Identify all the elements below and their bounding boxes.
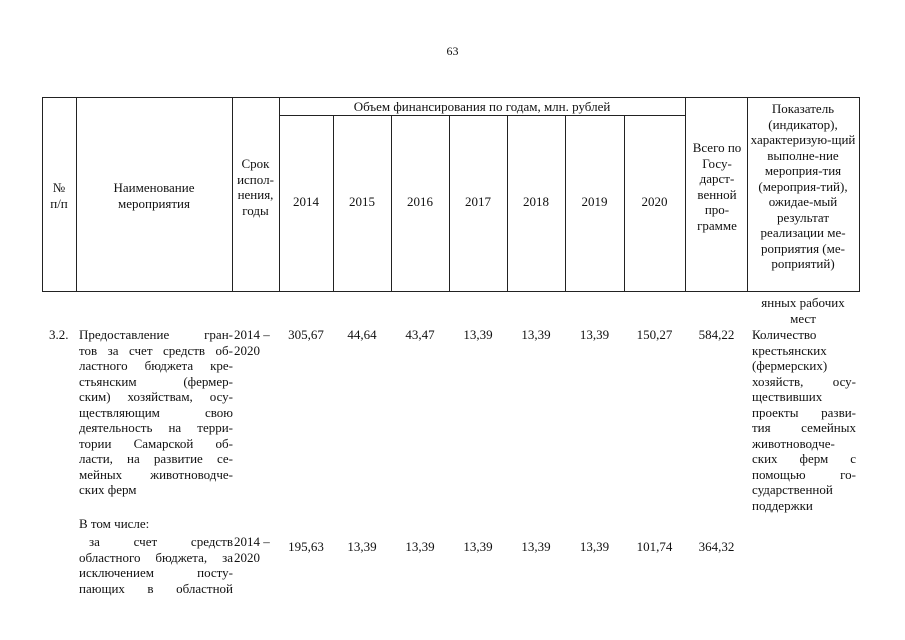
row-indicator xyxy=(752,327,856,513)
row-name xyxy=(79,327,233,498)
table-top-border xyxy=(42,97,860,98)
header-term: Срок испол-нения, годы xyxy=(237,156,274,218)
row-indicator-line: крестьянских xyxy=(752,342,827,358)
row-name-line: ластного бюджета кре- xyxy=(79,358,233,373)
subrow-value-2015: 13,39 xyxy=(347,539,377,554)
row-name-line: тов за счет средств об- xyxy=(79,342,233,358)
header-name: Наименование мероприятия xyxy=(113,180,195,211)
subrow-value-2016: 13,39 xyxy=(405,539,435,554)
subrow-value-2017: 13,39 xyxy=(463,539,493,554)
subtotal-heading: В том числе: xyxy=(79,516,150,531)
header-year-2016: 2016 xyxy=(407,194,433,209)
row-value-2018: 13,39 xyxy=(521,327,551,342)
subrow-value-2018: 13,39 xyxy=(521,539,551,554)
row-term-line: 2014 – xyxy=(234,327,270,342)
row-name-line: стьянским (фермер- xyxy=(79,373,233,389)
row-indicator-line: поддержки xyxy=(752,497,813,513)
row-term-line: 2020 xyxy=(234,342,260,358)
header-year-2017: 2017 xyxy=(465,194,491,209)
subrow-name-line: за счет средств xyxy=(89,534,233,549)
subrow-term-line: 2020 xyxy=(234,549,260,565)
header-indicator: Показатель (индикатор), характеризую-щий выполне-ние мероприя-тия (мероприя-тий), ожидае-мый результат реализации ме-роприятия (ме-роприятий) xyxy=(750,101,856,271)
row-name-line: ским) хозяйствам, осу- xyxy=(79,389,233,404)
header-year-2020: 2020 xyxy=(641,194,668,209)
subrow-value-total: 364,32 xyxy=(698,539,735,554)
row-name-line: мейных животноводче- xyxy=(79,466,233,482)
row-name-line: ских ферм xyxy=(79,482,137,497)
header-no: № п/п xyxy=(50,180,68,211)
subrow-term-line: 2014 – xyxy=(234,534,270,549)
row-value-2019: 13,39 xyxy=(579,327,610,342)
row-name-line: ласти, на развитие се- xyxy=(79,451,233,466)
row-indicator-line: проекты разви- xyxy=(752,404,856,420)
row-indicator-line: ских ферм с xyxy=(752,451,856,466)
row-name-line: ществляющим свою xyxy=(79,404,233,420)
header-total: Всего по Госу-дарст-венной про-грамме xyxy=(692,140,742,233)
row-indicator-line: помощью го- xyxy=(752,466,856,482)
subrow-name-line: областного бюджета, за xyxy=(79,549,233,565)
row-value-total: 584,22 xyxy=(698,327,735,342)
row-indicator-line: (фермерских) xyxy=(752,358,828,373)
header-year-2014: 2014 xyxy=(293,194,319,209)
indicator-carryover: янных рабочих мест xyxy=(761,295,845,326)
subrow-name-line: пающих в областной xyxy=(79,580,233,596)
header-bottom-border xyxy=(42,291,860,292)
row-indicator-line: тия семейных xyxy=(752,420,856,435)
row-name-line: деятельность на терри- xyxy=(79,420,233,435)
row-indicator-line: животноводче- xyxy=(752,435,835,451)
row-value-2017: 13,39 xyxy=(463,327,493,342)
col-border-no xyxy=(76,97,77,292)
header-year-2015: 2015 xyxy=(349,194,375,209)
subrow-term xyxy=(234,534,284,565)
subrow-name xyxy=(79,534,233,596)
header-year-2019: 2019 xyxy=(581,194,608,209)
row-indicator-line: Количество xyxy=(752,327,817,342)
row-indicator-line: сударственной xyxy=(752,482,833,497)
row-value-2016: 43,47 xyxy=(405,327,435,342)
subrow-name-line: исключением посту- xyxy=(79,565,233,580)
row-value-2020: 150,27 xyxy=(636,327,673,342)
row-value-2014: 305,67 xyxy=(288,327,324,342)
header-volume: Объем финансирования по годам, млн. рублей xyxy=(353,99,611,114)
col-border-left xyxy=(42,97,43,292)
subrow-value-2019: 13,39 xyxy=(579,539,610,554)
row-name-line: Предоставление гран- xyxy=(79,327,233,342)
row-name-line: тории Самарской об- xyxy=(79,435,233,451)
row-indicator-line: хозяйств, осу- xyxy=(752,373,856,389)
row-value-2015: 44,64 xyxy=(347,327,377,342)
row-term xyxy=(234,327,284,358)
row-number: 3.2. xyxy=(49,327,69,342)
subrow-value-2014: 195,63 xyxy=(288,539,324,554)
header-year-2018: 2018 xyxy=(523,194,549,209)
subrow-value-2020: 101,74 xyxy=(636,539,673,554)
page-number: 63 xyxy=(446,44,459,58)
col-border-right xyxy=(859,97,860,292)
row-indicator-line: ществивших xyxy=(752,389,823,404)
